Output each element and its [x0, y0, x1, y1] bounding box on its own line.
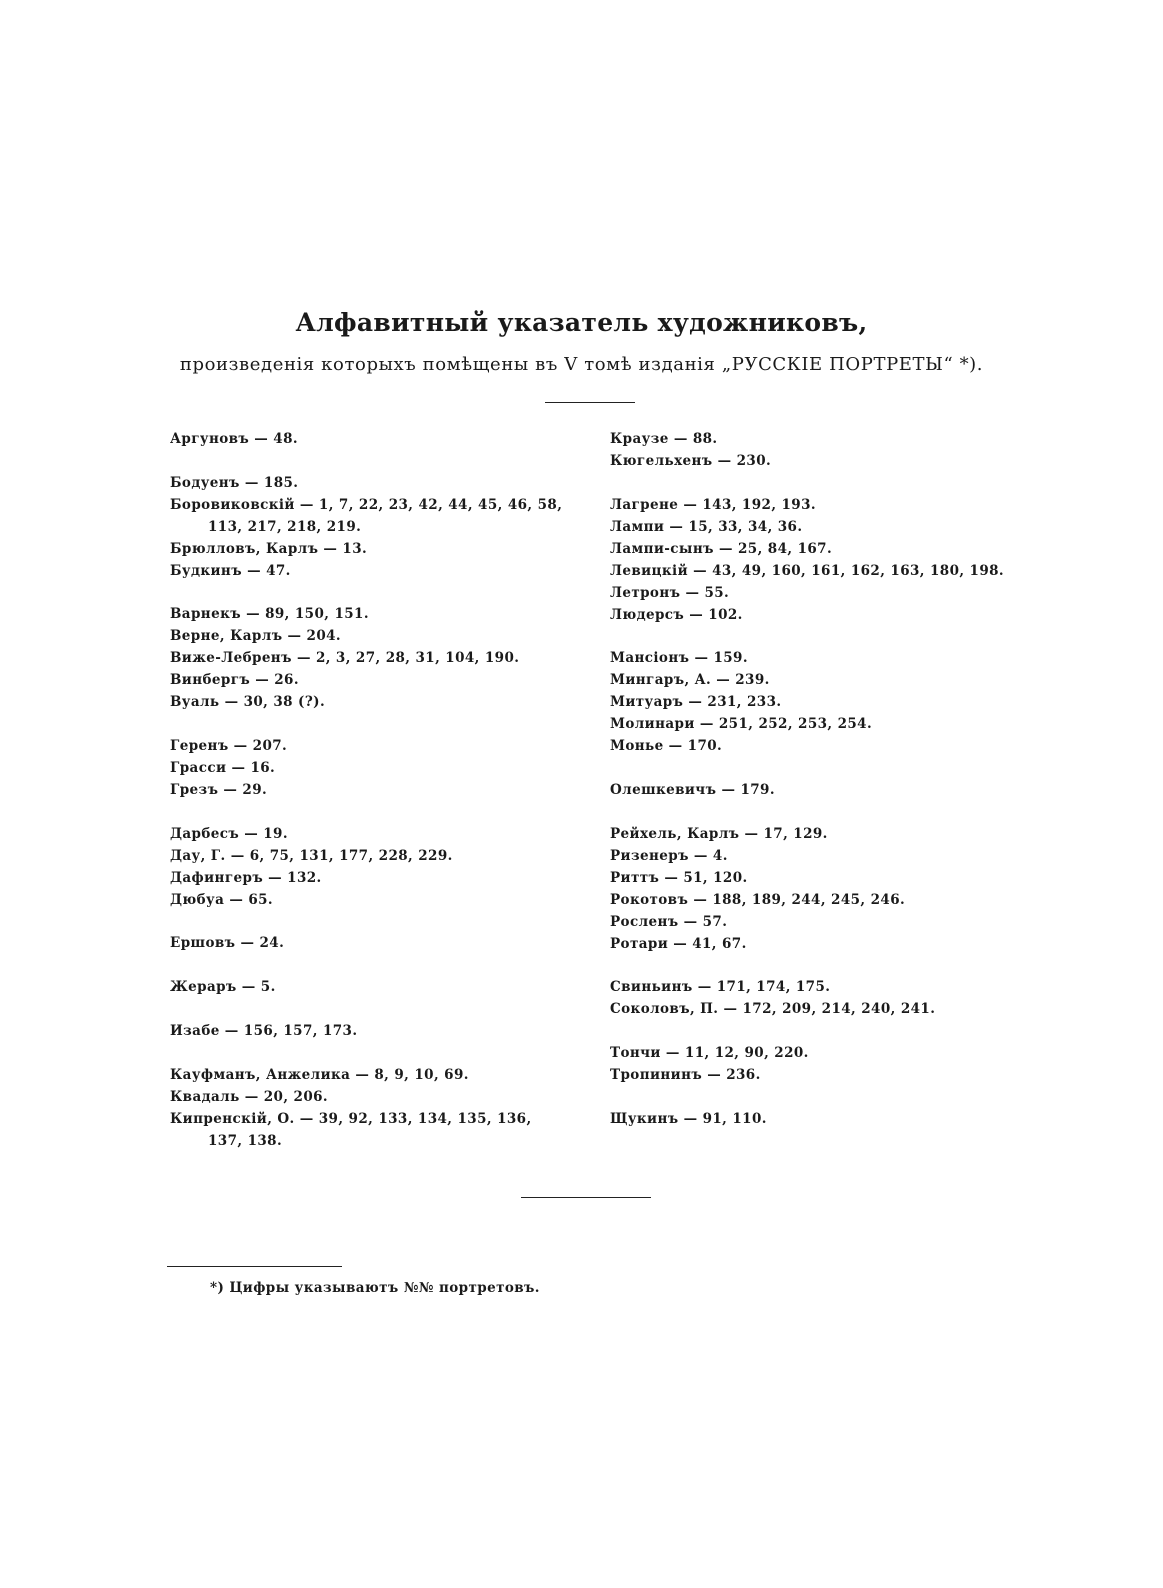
index-entry: [170, 1086, 630, 1108]
index-entry-text: Верне, Карлъ — 204.: [170, 628, 342, 645]
end-divider: [521, 1197, 651, 1198]
index-entry-text: Росленъ — 57.: [610, 913, 728, 930]
index-entry: [170, 560, 630, 582]
title-divider: [545, 402, 635, 403]
index-entry-text: Мансіонъ — 159.: [610, 650, 748, 667]
index-entry-text: Тропининъ — 236.: [610, 1067, 761, 1084]
page-title: Алфавитный указатель художниковъ,: [295, 308, 868, 337]
index-entry-text: Грасси — 16.: [170, 760, 276, 777]
index-entry-text: Рейхель, Карлъ — 17, 129.: [610, 825, 828, 842]
index-entry-text: Риттъ — 51, 120.: [610, 869, 748, 886]
index-entry-text: Кипренскій, О. — 39, 92, 133, 134, 135, 136,: [170, 1110, 532, 1127]
index-entry: [610, 933, 1070, 955]
index-entry: [170, 472, 630, 494]
index-entry: [610, 669, 1070, 691]
index-entry: [170, 538, 630, 560]
index-entry: [170, 1064, 630, 1086]
index-entry: [610, 691, 1070, 713]
index-entry: [610, 779, 1070, 801]
footnote: *) Цифры указываютъ №№ портретовъ.: [210, 1280, 540, 1296]
index-entry: [610, 713, 1070, 735]
index-entry: [170, 757, 630, 779]
index-entry: [610, 647, 1070, 669]
index-entry: [610, 911, 1070, 933]
index-entry: [610, 582, 1070, 604]
index-entry: [610, 516, 1070, 538]
index-entry: [610, 735, 1070, 757]
index-entry-text: Ротари — 41, 67.: [610, 935, 747, 952]
index-entry-text: Молинари — 251, 252, 253, 254.: [610, 716, 873, 733]
index-entry-text: Квадаль — 20, 206.: [170, 1088, 329, 1105]
index-entry: [170, 691, 630, 713]
footnote-divider: [167, 1266, 342, 1267]
index-entry-text: Виже-Лебренъ — 2, 3, 27, 28, 31, 104, 190.: [170, 650, 520, 667]
index-entry: [170, 1020, 630, 1042]
index-entry: [170, 647, 630, 669]
index-entry: [610, 823, 1070, 845]
index-entry-text: Щукинъ — 91, 110.: [610, 1110, 767, 1127]
index-entry-text: Людерсъ — 102.: [610, 606, 743, 623]
index-entry: [610, 845, 1070, 867]
index-entry-text: Варнекъ — 89, 150, 151.: [170, 606, 369, 623]
index-entry: [170, 932, 630, 954]
index-entry: [610, 998, 1070, 1020]
index-entry-text: Дафингеръ — 132.: [170, 869, 322, 886]
index-entry-text: Соколовъ, П. — 172, 209, 214, 240, 241.: [610, 1001, 936, 1018]
index-entry-text: Аргуновъ — 48.: [170, 431, 298, 447]
index-entry-text: Мингаръ, А. — 239.: [610, 672, 770, 689]
index-entry-text: Вуаль — 30, 38 (?).: [170, 694, 326, 711]
index-entry-text: Лагрене — 143, 192, 193.: [610, 496, 816, 513]
index-entry-text: Рокотовъ — 188, 189, 244, 245, 246.: [610, 891, 906, 908]
index-entry-text: Летронъ — 55.: [610, 584, 730, 601]
index-entry: [170, 867, 630, 889]
index-entry-text: Лампи-сынъ — 25, 84, 167.: [610, 540, 833, 557]
index-entry-text: Жераръ — 5.: [170, 979, 276, 996]
page-subtitle: произведенія которыхъ помѣщены въ V томѣ изданія „РУССКІЕ ПОРТРЕТЫ“ *).: [179, 354, 984, 375]
index-left-column: [170, 428, 630, 1152]
index-entry-text: Митуаръ — 231, 233.: [610, 694, 782, 711]
index-entry: [610, 604, 1070, 626]
index-entry: [610, 538, 1070, 560]
index-entry: [170, 494, 575, 538]
index-entry-text: Монье — 170.: [610, 738, 723, 755]
index-entry-text: Дюбуа — 65.: [170, 891, 274, 908]
index-entry-text: Винбергъ — 26.: [170, 672, 299, 689]
index-entry-text: Кюгельхенъ — 230.: [610, 453, 772, 469]
index-entry: [170, 976, 630, 998]
index-entry: [170, 845, 630, 867]
index-entry: [170, 823, 630, 845]
index-entry-text: Свиньинъ — 171, 174, 175.: [610, 979, 831, 996]
index-entry: [610, 1064, 1070, 1086]
index-entry-continuation: 137, 138.: [208, 1132, 283, 1149]
index-entry: [170, 625, 630, 647]
index-entry: [170, 428, 630, 450]
index-right-column: [610, 428, 1070, 1130]
index-entry-text: Боровиковскій — 1, 7, 22, 23, 42, 44, 45, 46, 58,: [170, 496, 563, 513]
index-entry: [610, 867, 1070, 889]
index-entry-text: Геренъ — 207.: [170, 738, 288, 755]
index-entry-text: Ершовъ — 24.: [170, 935, 285, 952]
index-entry: [170, 779, 630, 801]
index-entry: [610, 976, 1070, 998]
index-entry-text: Будкинъ — 47.: [170, 562, 291, 579]
index-entry: [610, 1108, 1070, 1130]
index-entry-text: Брюлловъ, Карлъ — 13.: [170, 540, 368, 557]
index-entry: [610, 494, 1070, 516]
index-entry-text: Дарбесъ — 19.: [170, 825, 288, 842]
index-entry-text: Левицкій — 43, 49, 160, 161, 162, 163, 180, 198.: [610, 562, 1005, 579]
index-entry: [610, 450, 1070, 472]
index-entry: [170, 669, 630, 691]
index-entry-text: Ризенеръ — 4.: [610, 847, 728, 864]
index-entry: [170, 889, 630, 911]
index-entry: [610, 560, 1070, 582]
index-entry-text: Дау, Г. — 6, 75, 131, 177, 228, 229.: [170, 847, 453, 864]
index-entry: [610, 428, 1070, 450]
index-entry-continuation: 113, 217, 218, 219.: [208, 518, 362, 535]
index-entry: [610, 889, 1070, 911]
index-entry-text: Кауфманъ, Анжелика — 8, 9, 10, 69.: [170, 1066, 469, 1083]
index-entry-text: Лампи — 15, 33, 34, 36.: [610, 518, 803, 535]
index-entry: [610, 1042, 1070, 1064]
index-entry: [170, 1108, 575, 1152]
index-entry-text: Краузе — 88.: [610, 431, 718, 447]
index-entry: [170, 735, 630, 757]
index-entry-text: Бодуенъ — 185.: [170, 474, 299, 491]
index-entry-text: Олешкевичъ — 179.: [610, 782, 775, 799]
index-entry-text: Изабе — 156, 157, 173.: [170, 1022, 358, 1039]
index-entry-text: Тончи — 11, 12, 90, 220.: [610, 1045, 809, 1062]
index-entry: [170, 603, 630, 625]
index-entry-text: Грезъ — 29.: [170, 782, 268, 799]
